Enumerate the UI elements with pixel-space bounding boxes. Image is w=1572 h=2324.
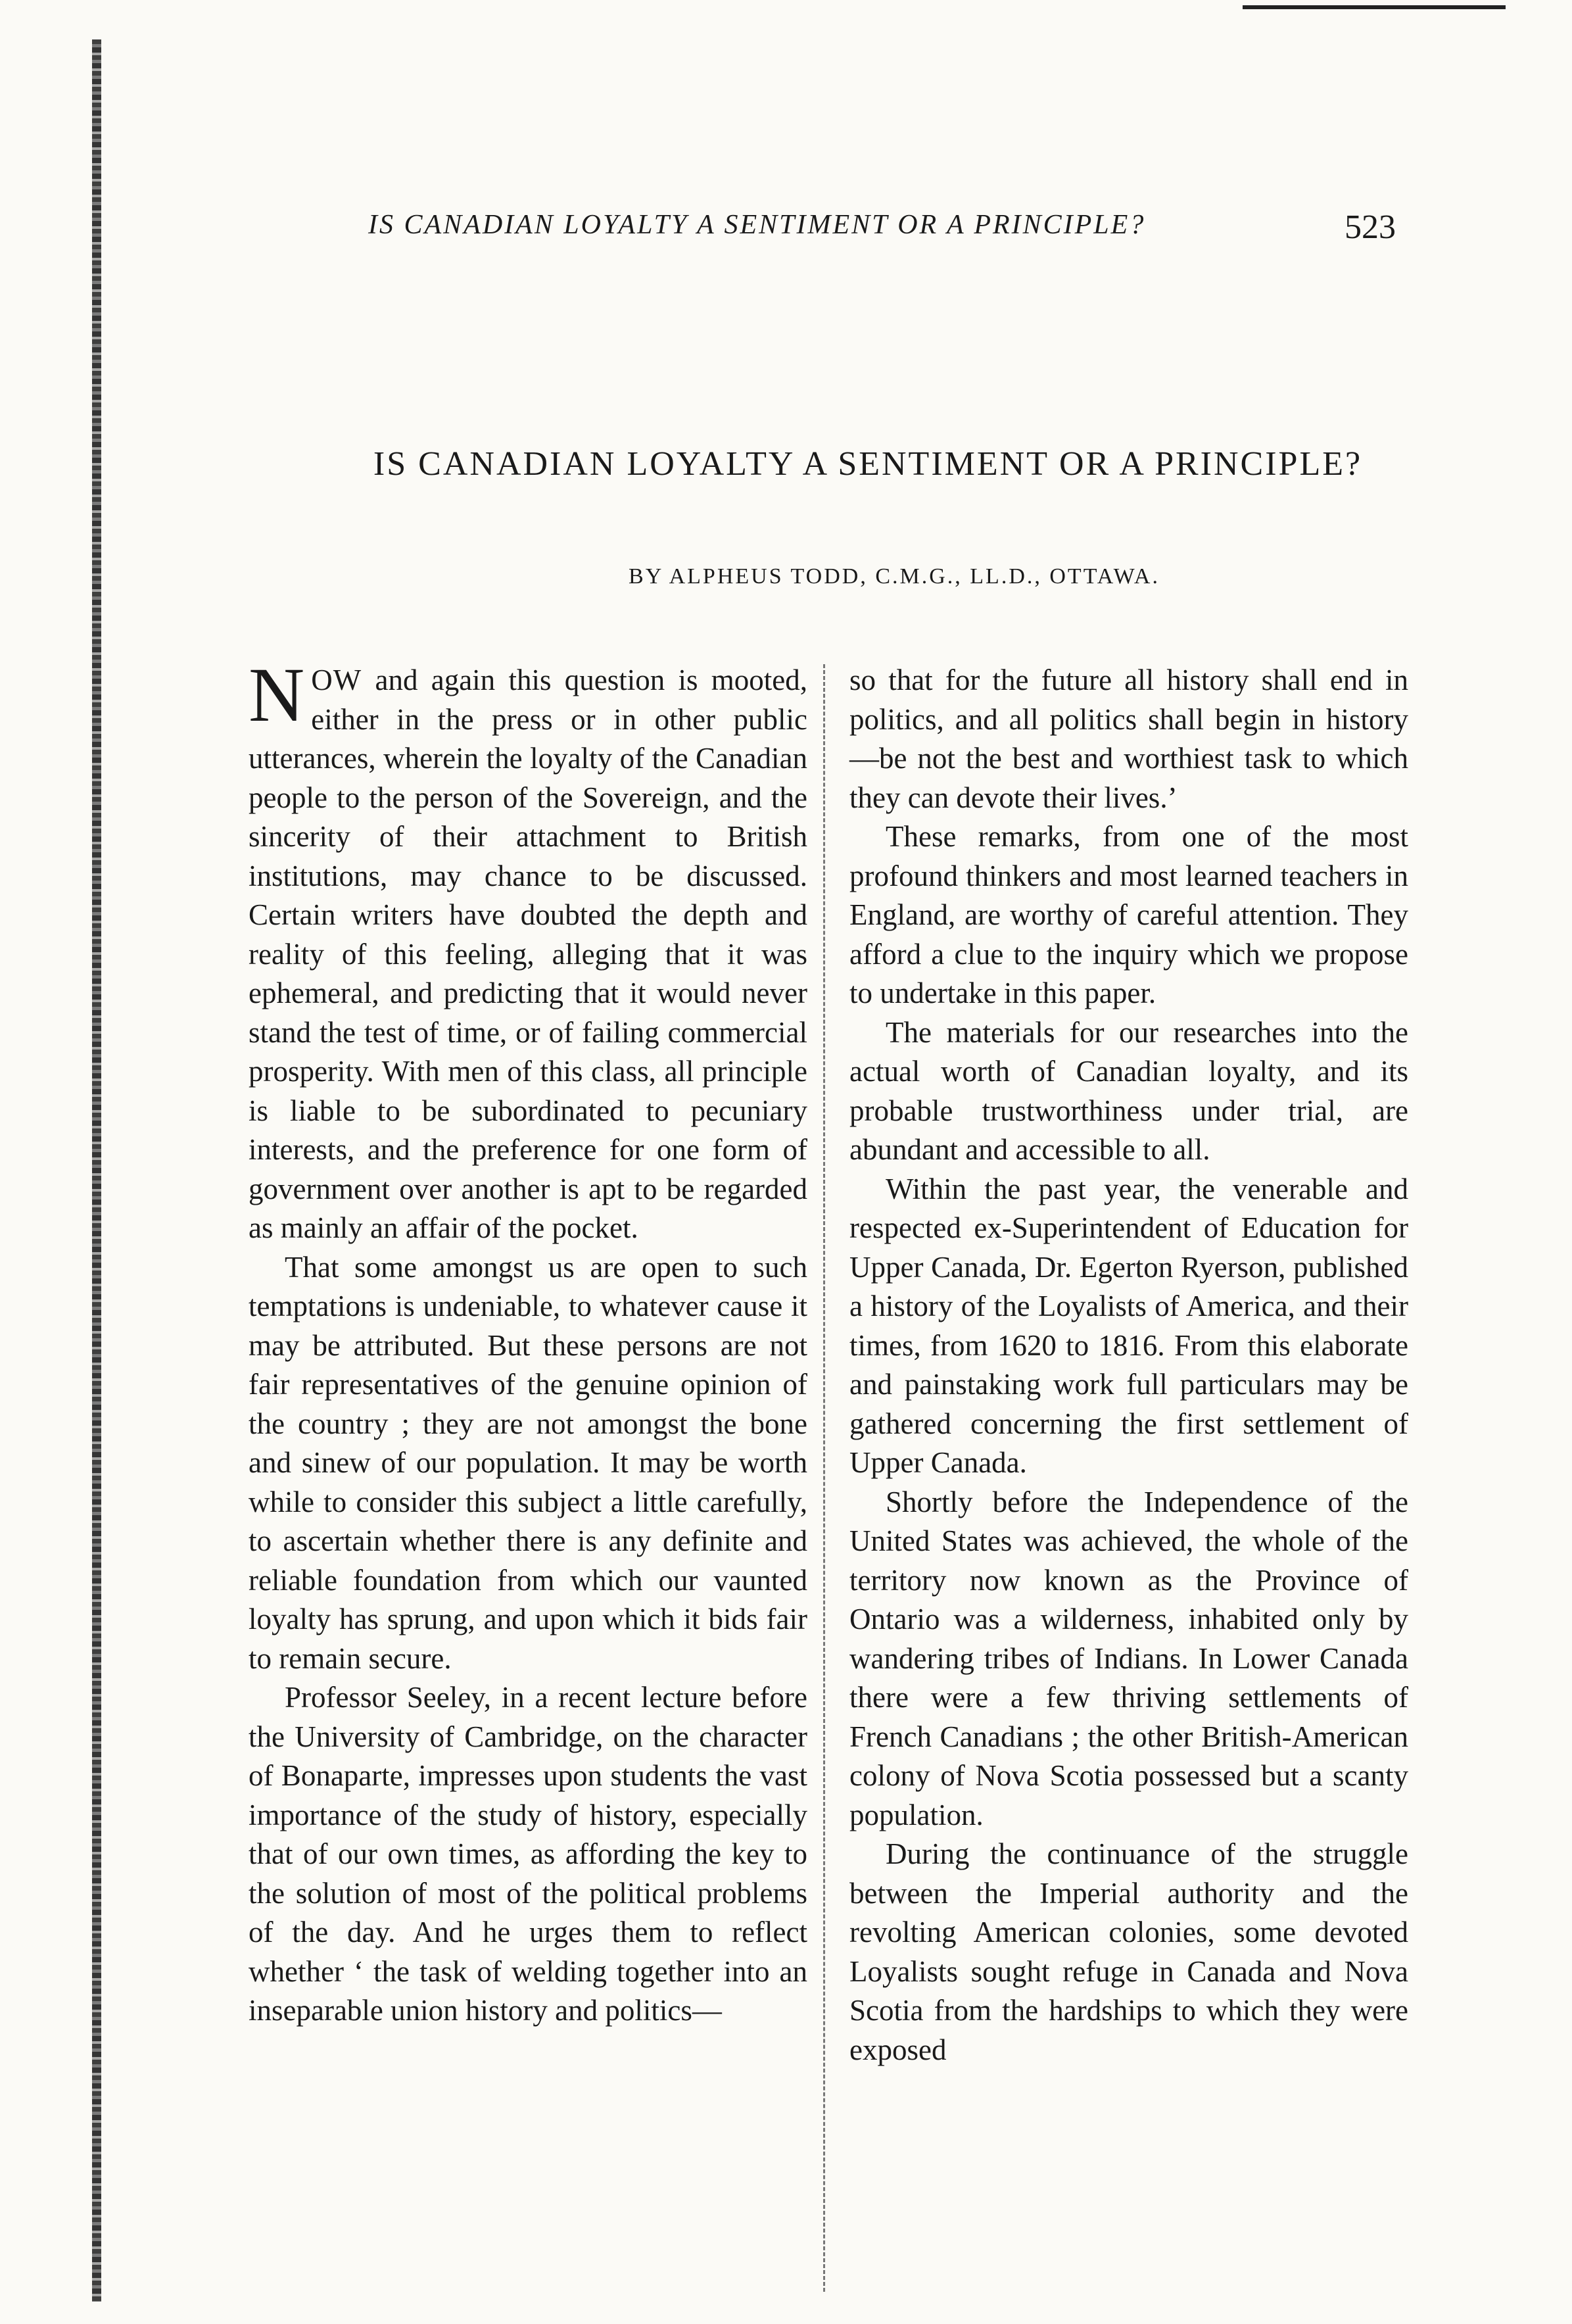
paragraph: The materials for our researches into the actual worth of Canadian loyalty, and its probable trustworthiness under trial, are abundant and accessible to all.	[849, 1015, 1408, 1166]
column-divider	[823, 664, 825, 2292]
right-column	[849, 661, 1408, 2070]
article-title: IS CANADIAN LOYALTY A SENTIMENT OR A PRINCIPLE?	[373, 445, 1363, 483]
paragraph-text: and again this question is mooted, either in the press or in other public utterances, wherein the loyalty of the Canadian people to the person of the Sovereign, and the sincerity of their attachment to British institutions, may chance to be discussed. Certain writers have doubted the depth and reality of this feeling, alleging that it was ephemeral, and predicting that it would never stand the test of time, or of failing commercial prosperity. With men of this class, all principle is liable to be subordinated to pecuniary interests, and the preference for one form of government over another is apt to be regarded as mainly an affair of the pocket.	[249, 664, 808, 1244]
running-head	[368, 209, 1420, 262]
page-number: 523	[1345, 208, 1396, 246]
paragraph: Shortly before the Independence of the United States was achieved, the whole of the territory now known as the Province of Ontario was a wilderness, inhabited only by wandering tribes of Indians. In Lower Canada there were a few thriving settlements of French Canadians ; the other British-American colony of Nova Scotia possessed but a scanty population.	[849, 1485, 1408, 1831]
paragraph: Professor Seeley, in a recent lecture before the University of Cambridge, on the character of Bonaparte, impresses upon students the vast importance of the study of history, especially that of our own times, as affording the key to the solution of most of the political problems of the day. And he urges them to reflect whether ‘ the task of welding together into an inseparable union history and politics—	[249, 1681, 807, 2027]
paragraph: Within the past year, the venerable and respected ex-Superintendent of Education for Upper Canada, Dr. Egerton Ryerson, published a history of the Loyalists of America, and their times, from 1620 to 1816. From this elaborate and painstaking work full particulars may be gathered concerning the first settlement of Upper Canada.	[849, 1172, 1408, 1479]
lead-caps: OW	[311, 664, 362, 696]
article-byline: BY ALPHEUS TODD, C.M.G., LL.D., OTTAWA.	[629, 564, 1160, 589]
paragraph: During the continuance of the struggle between the Imperial authority and the revolting American colonies, some devoted Loyalists sought refuge in Canada and Nova Scotia from the hardships to which they were exposed	[849, 1837, 1408, 2066]
book-spine-edge	[92, 39, 101, 2302]
paragraph: These remarks, from one of the most profound thinkers and most learned teachers in England, are worthy of careful attention. They afford a clue to the inquiry which we propose to undertake in this paper.	[849, 820, 1408, 1009]
left-column	[249, 652, 808, 2031]
drop-cap: N	[249, 652, 305, 738]
paragraph: so that for the future all history shall end in politics, and all politics shall begin in history—be not the best and worthiest task to which they can devote their lives.’	[849, 664, 1408, 814]
paragraph	[249, 652, 808, 1248]
paragraph: That some amongst us are open to such temptations is undeniable, to whatever cause it may be attributed. But these persons are not fair representatives of the genuine opinion of the country ; they are not amongst the bone and sinew of our population. It may be worth while to consider this subject a little carefully, to ascertain whether there is any definite and reliable foundation from which our vaunted loyalty has sprung, and upon which it bids fair to remain secure.	[249, 1250, 807, 1675]
running-head-title: IS CANADIAN LOYALTY A SENTIMENT OR A PRINCIPLE?	[368, 210, 1146, 240]
top-rule	[1243, 5, 1506, 9]
